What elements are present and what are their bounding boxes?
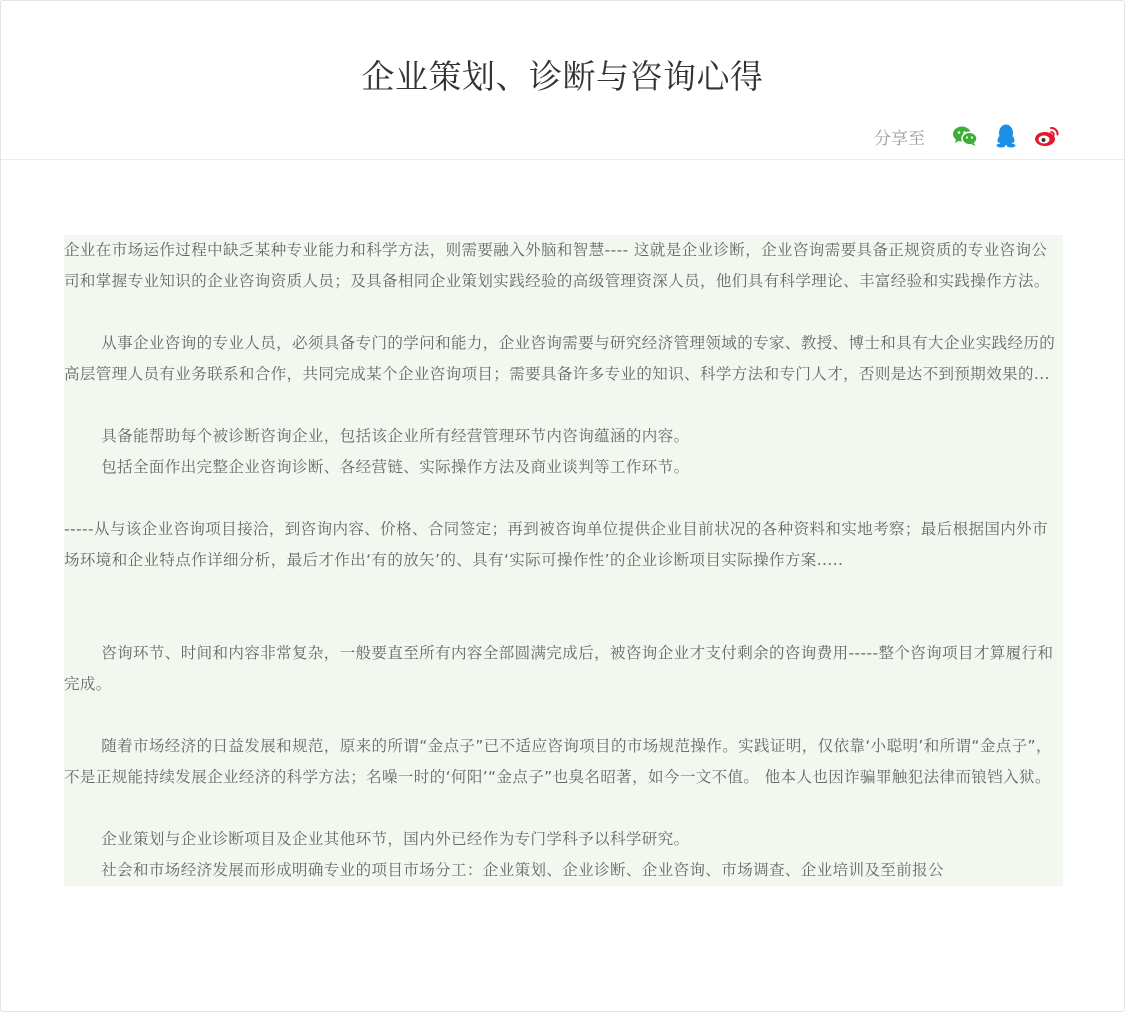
article-header	[1, 1, 1124, 160]
qq-icon[interactable]	[991, 121, 1021, 151]
paragraph-spacer	[64, 576, 1063, 638]
paragraph: 从事企业咨询的专业人员，必须具备专门的学问和能力，企业咨询需要与研究经济管理领域的专家、教授、博士和具有大企业实践经历的高层管理人员有业务联系和合作，共同完成某个企业咨询项目；需要具备许多专业的知识、科学方法和专门人才，否则是达不到预期效果的...	[64, 334, 1056, 383]
paragraph: -----从与该企业咨询项目接洽，到咨询内容、价格、合同签定；再到被咨询单位提供企业目前状况的各种资料和实地考察；最后根据国内外市场环境和企业特点作详细分析，最后才作出‘有的放矢’的、具有‘实际可操作性’的企业诊断项目实际操作方案.....	[64, 520, 1048, 569]
paragraph: 社会和市场经济发展而形成明确专业的项目市场分工：企业策划、企业诊断、企业咨询、市场调查、企业培训及至前报公	[101, 861, 944, 879]
share-bar	[874, 121, 1062, 151]
paragraph: 包括全面作出完整企业咨询诊断、各经营链、实际操作方法及商业谈判等工作环节。	[101, 458, 690, 476]
paragraph: 咨询环节、时间和内容非常复杂，一般要直至所有内容全部圆满完成后，被咨询企业才支付剩余的咨询费用-----整个咨询项目才算履行和完成。	[64, 644, 1054, 693]
share-label: 分享至	[874, 128, 925, 149]
paragraph: 企业策划与企业诊断项目及企业其他环节，国内外已经作为专门学科予以科学研究。	[101, 830, 690, 848]
paragraph-spacer	[64, 297, 1063, 328]
wechat-icon[interactable]	[950, 121, 980, 151]
weibo-icon[interactable]	[1032, 121, 1062, 151]
paragraph-spacer	[64, 483, 1063, 514]
page-title: 企业策划、诊断与咨询心得	[361, 57, 764, 96]
paragraph-spacer	[64, 700, 1063, 731]
paragraph-spacer	[64, 390, 1063, 421]
paragraph: 随着市场经济的日益发展和规范，原来的所谓“金点子”已不适应咨询项目的市场规范操作。实践证明，仅依靠‘小聪明’和所谓“金点子”，不是正规能持续发展企业经济的科学方法；名噪一时的‘何阳’“金点子”也臭名昭著，如今一文不值。 他本人也因诈骗罪触犯法律而锒铛入狱。	[64, 737, 1052, 786]
paragraph: 企业在市场运作过程中缺乏某种专业能力和科学方法，则需要融入外脑和智慧---- 这就是企业诊断，企业咨询需要具备正规资质的专业咨询公司和掌握专业知识的企业咨询资质人员；及具备相同企业策划实践经验的高级管理资深人员，他们具有科学理论、丰富经验和实践操作方法。	[64, 241, 1050, 290]
paragraph: 具备能帮助每个被诊断咨询企业，包括该企业所有经营管理环节内咨询蕴涵的内容。	[101, 427, 690, 445]
article-body	[64, 235, 1063, 886]
paragraph-spacer	[64, 793, 1063, 824]
